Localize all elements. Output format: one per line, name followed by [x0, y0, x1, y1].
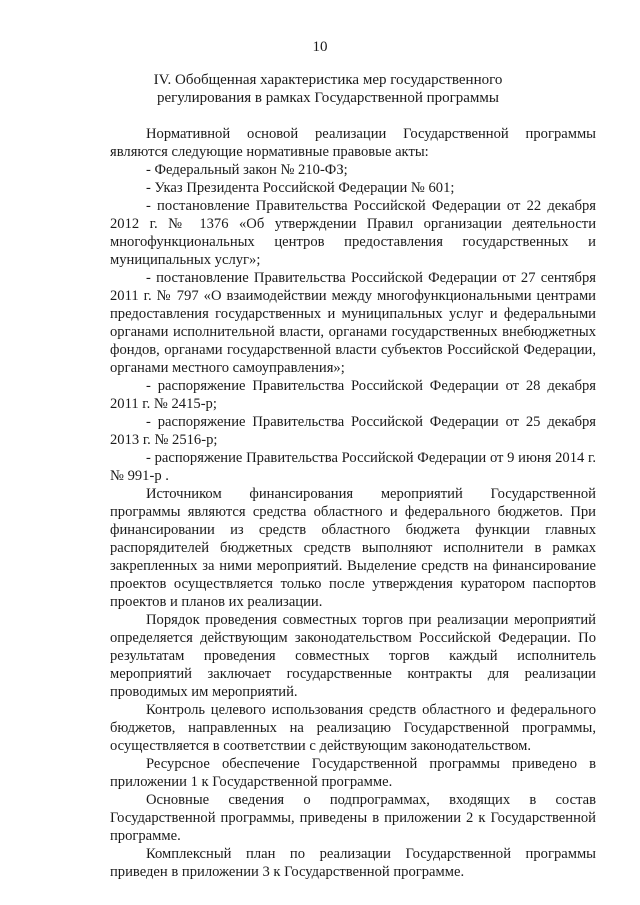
- list-item-order-991: - распоряжение Правительства Российской Федерации от 9 июня 2014 г. № 991-р .: [110, 450, 596, 484]
- paragraph-implementation-plan: Комплексный план по реализации Государственной программы приведен в приложении 3 к Государственной программе.: [110, 846, 596, 880]
- body-text: [110, 125, 596, 881]
- paragraph-joint-tenders: Порядок проведения совместных торгов при реализации мероприятий определяется действующим законодательством Российской Федерации. По результатам проведения совместных торгов каждый исполнитель мероприятий заключает государственные контракты для реализации проводимых им мероприятий.: [110, 612, 596, 700]
- list-item-federal-law: - Федеральный закон № 210-ФЗ;: [146, 162, 348, 178]
- paragraph-resource-support: Ресурсное обеспечение Государственной программы приведено в приложении 1 к Государственной программе.: [110, 756, 596, 790]
- list-item-resolution-797: - постановление Правительства Российской Федерации от 27 сентября 2011 г. № 797 «О взаимодействии между многофункциональными центрами предоставления государственных и муниципальных услуг и федеральными органами исполнительной власти, органами государственных внебюджетных фондов, органами государственной власти субъектов Российской Федерации, органами местного самоуправления»;: [110, 270, 596, 376]
- paragraph-funding-sources: Источником финансирования мероприятий Государственной программы являются средства областного и федерального бюджетов. При финансировании из средств областного бюджета функции главных распорядителей бюджетных средств выполняют исполнители в рамках закрепленных за ними мероприятий. Выделение средств на финансирование проектов осуществляется только после утверждения куратором паспортов проектов и планов их реализации.: [110, 486, 596, 610]
- list-item-order-2415: - распоряжение Правительства Российской Федерации от 28 декабря 2011 г. № 2415-р;: [110, 378, 596, 412]
- paragraph-legal-basis-intro: Нормативной основой реализации Государственной программы являются следующие нормативные правовые акты:: [110, 126, 596, 160]
- list-item-presidential-decree: - Указ Президента Российской Федерации № 601;: [146, 180, 455, 196]
- paragraph-subprograms: Основные сведения о подпрограммах, входящих в состав Государственной программы, приведены в приложении 2 к Государственной программе.: [110, 792, 596, 844]
- section-title-line-2: регулирования в рамках Государственной программы: [157, 90, 499, 106]
- list-item-order-2516: - распоряжение Правительства Российской Федерации от 25 декабря 2013 г. № 2516-р;: [110, 414, 596, 448]
- section-title-line-1: IV. Обобщенная характеристика мер государственного: [153, 72, 503, 88]
- page-number: 10: [312, 39, 328, 55]
- paragraph-spending-control: Контроль целевого использования средств областного и федерального бюджетов, направленных на реализацию Государственной программы, осуществляется в соответствии с действующим законодательством.: [110, 702, 596, 754]
- list-item-resolution-1376: - постановление Правительства Российской Федерации от 22 декабря 2012 г. № 1376 «Об утверждении Правил организации деятельности многофункциональных центров предоставления государственных и муниципальных услуг»;: [110, 198, 596, 268]
- section-title: [110, 71, 546, 107]
